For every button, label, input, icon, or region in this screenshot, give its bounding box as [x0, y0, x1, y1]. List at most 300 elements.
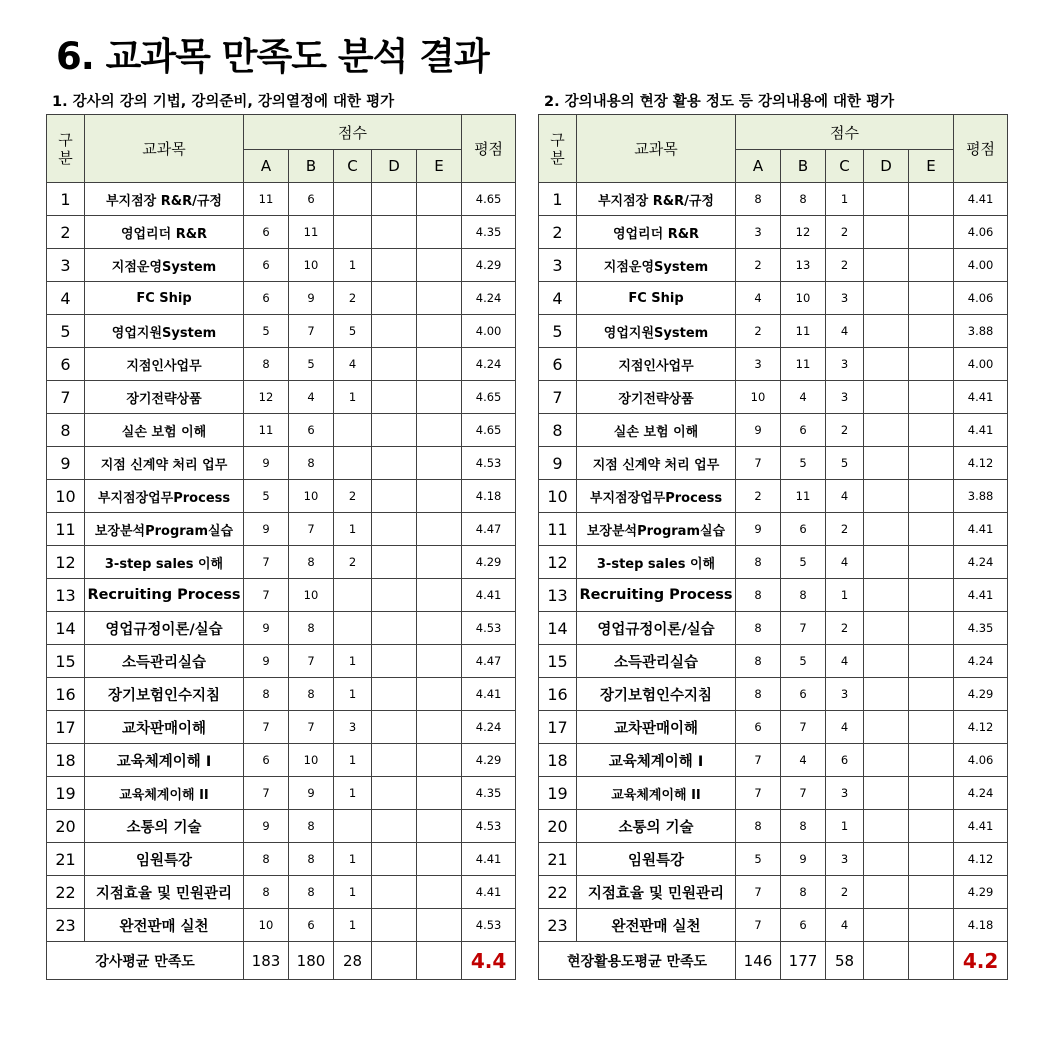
average-rating: 4.2	[954, 942, 1008, 980]
score-a: 4	[736, 282, 781, 315]
course-name: 보장분석Program실습	[85, 513, 244, 546]
score-b: 11	[781, 315, 826, 348]
score-d	[864, 744, 909, 777]
rating-header: 평점	[462, 115, 516, 183]
score-c: 2	[334, 282, 372, 315]
table-row	[539, 414, 1008, 447]
score-c: 2	[826, 876, 864, 909]
rating-value: 4.29	[462, 744, 516, 777]
total-row	[47, 942, 516, 980]
score-a: 7	[244, 711, 289, 744]
rating-value: 4.00	[462, 315, 516, 348]
rating-value: 4.29	[462, 546, 516, 579]
rating-value: 4.65	[462, 183, 516, 216]
row-number: 21	[539, 843, 577, 876]
score-d	[864, 579, 909, 612]
score-b: 6	[289, 183, 334, 216]
row-number: 9	[539, 447, 577, 480]
score-e	[417, 282, 462, 315]
score-b: 8	[289, 678, 334, 711]
course-name: 교육체계이해 II	[85, 777, 244, 810]
score-e	[417, 711, 462, 744]
score-c: 1	[826, 183, 864, 216]
score-b: 11	[781, 480, 826, 513]
score-e	[909, 282, 954, 315]
score-c	[334, 183, 372, 216]
score-d	[864, 348, 909, 381]
row-number: 5	[47, 315, 85, 348]
score-c: 1	[826, 810, 864, 843]
rating-value: 4.24	[462, 348, 516, 381]
score-b: 10	[289, 579, 334, 612]
grade-header-d: D	[372, 150, 417, 183]
content-evaluation-table	[538, 114, 1008, 980]
score-b: 8	[289, 810, 334, 843]
score-a: 7	[736, 909, 781, 942]
rating-value: 4.47	[462, 645, 516, 678]
score-c: 1	[334, 513, 372, 546]
score-b: 7	[781, 777, 826, 810]
score-e	[909, 447, 954, 480]
score-c: 1	[826, 579, 864, 612]
score-c: 3	[826, 777, 864, 810]
row-number: 4	[47, 282, 85, 315]
table-row	[539, 381, 1008, 414]
score-d	[864, 711, 909, 744]
score-b: 6	[781, 414, 826, 447]
score-d	[864, 645, 909, 678]
row-number: 20	[539, 810, 577, 843]
row-number: 7	[539, 381, 577, 414]
score-e	[417, 183, 462, 216]
row-number: 12	[47, 546, 85, 579]
rating-value: 4.41	[462, 579, 516, 612]
score-e	[417, 216, 462, 249]
table-row	[539, 282, 1008, 315]
course-name: 소득관리실습	[577, 645, 736, 678]
score-d	[372, 315, 417, 348]
score-b: 9	[781, 843, 826, 876]
row-number: 18	[539, 744, 577, 777]
rating-value: 4.41	[954, 381, 1008, 414]
rating-value: 4.12	[954, 447, 1008, 480]
rating-value: 4.12	[954, 711, 1008, 744]
row-number: 6	[539, 348, 577, 381]
score-c	[334, 414, 372, 447]
score-e	[909, 315, 954, 348]
score-b: 11	[289, 216, 334, 249]
rating-value: 4.41	[954, 183, 1008, 216]
score-e	[417, 315, 462, 348]
score-b: 10	[289, 480, 334, 513]
table-row	[539, 909, 1008, 942]
course-name: 완전판매 실천	[577, 909, 736, 942]
course-name: 지점 신계약 처리 업무	[577, 447, 736, 480]
table-row	[47, 876, 516, 909]
score-a: 6	[244, 282, 289, 315]
score-a: 6	[244, 216, 289, 249]
rating-value: 4.41	[954, 513, 1008, 546]
row-number: 2	[47, 216, 85, 249]
score-b: 4	[289, 381, 334, 414]
score-c: 3	[334, 711, 372, 744]
score-d	[372, 843, 417, 876]
table-row	[47, 315, 516, 348]
score-b: 8	[289, 447, 334, 480]
score-e	[909, 480, 954, 513]
score-a: 9	[244, 810, 289, 843]
score-d	[372, 810, 417, 843]
rating-value: 4.18	[462, 480, 516, 513]
score-header: 점수	[736, 115, 954, 150]
course-name: 영업규정이론/실습	[577, 612, 736, 645]
score-b: 8	[289, 876, 334, 909]
score-e	[417, 414, 462, 447]
score-a: 7	[736, 447, 781, 480]
score-a: 9	[244, 447, 289, 480]
course-name: 교육체계이해 II	[577, 777, 736, 810]
course-name: 지점인사업무	[577, 348, 736, 381]
table-row	[47, 414, 516, 447]
course-name: 영업지원System	[577, 315, 736, 348]
score-b: 8	[289, 546, 334, 579]
course-name: 소통의 기술	[85, 810, 244, 843]
score-c: 4	[826, 315, 864, 348]
course-name: 실손 보험 이해	[85, 414, 244, 447]
table-row	[539, 480, 1008, 513]
score-b: 10	[289, 249, 334, 282]
course-name: Recruiting Process	[85, 579, 244, 612]
row-number: 14	[539, 612, 577, 645]
row-number: 5	[539, 315, 577, 348]
score-d	[372, 480, 417, 513]
course-name: 소통의 기술	[577, 810, 736, 843]
score-a: 7	[244, 546, 289, 579]
rating-value: 4.00	[954, 249, 1008, 282]
score-a: 5	[244, 480, 289, 513]
rating-value: 4.65	[462, 414, 516, 447]
rating-value: 4.18	[954, 909, 1008, 942]
score-e	[909, 678, 954, 711]
row-number: 3	[47, 249, 85, 282]
score-e	[909, 546, 954, 579]
course-name: FC Ship	[85, 282, 244, 315]
course-name: FC Ship	[577, 282, 736, 315]
table-row	[539, 645, 1008, 678]
average-rating: 4.4	[462, 942, 516, 980]
table-row	[47, 381, 516, 414]
table-row	[539, 678, 1008, 711]
score-c: 4	[826, 546, 864, 579]
score-d	[372, 744, 417, 777]
score-c: 1	[334, 678, 372, 711]
grade-header-e: E	[909, 150, 954, 183]
total-e	[909, 942, 954, 980]
course-name: 완전판매 실천	[85, 909, 244, 942]
score-c: 1	[334, 381, 372, 414]
score-a: 8	[244, 678, 289, 711]
score-b: 9	[289, 777, 334, 810]
course-header: 교과목	[577, 115, 736, 183]
score-e	[417, 447, 462, 480]
grade-header-e: E	[417, 150, 462, 183]
score-c: 1	[334, 909, 372, 942]
score-b: 7	[289, 645, 334, 678]
score-e	[909, 876, 954, 909]
page-title: 6. 교과목 만족도 분석 결과	[56, 35, 489, 78]
row-number: 22	[47, 876, 85, 909]
row-number: 14	[47, 612, 85, 645]
score-e	[909, 612, 954, 645]
division-header: 구 분	[47, 115, 85, 183]
score-e	[417, 546, 462, 579]
rating-value: 4.41	[954, 579, 1008, 612]
score-a: 11	[244, 183, 289, 216]
table-row	[47, 909, 516, 942]
score-c: 4	[826, 645, 864, 678]
course-name: 영업규정이론/실습	[85, 612, 244, 645]
score-b: 5	[781, 546, 826, 579]
course-name: 3-step sales 이해	[577, 546, 736, 579]
score-e	[417, 513, 462, 546]
table-row	[47, 249, 516, 282]
score-b: 8	[781, 579, 826, 612]
score-d	[864, 612, 909, 645]
table-row	[539, 315, 1008, 348]
score-a: 7	[244, 579, 289, 612]
table-row	[539, 612, 1008, 645]
course-name: 장기보험인수지침	[577, 678, 736, 711]
score-c: 6	[826, 744, 864, 777]
score-e	[417, 843, 462, 876]
score-d	[864, 183, 909, 216]
division-header: 구 분	[539, 115, 577, 183]
score-e	[417, 645, 462, 678]
score-b: 5	[781, 447, 826, 480]
table-row	[47, 711, 516, 744]
grade-header-b: B	[289, 150, 334, 183]
score-d	[372, 678, 417, 711]
row-number: 12	[539, 546, 577, 579]
section-title: 2. 강의내용의 현장 활용 정도 등 강의내용에 대한 평가	[544, 94, 895, 110]
rating-value: 4.24	[462, 282, 516, 315]
total-b: 177	[781, 942, 826, 980]
score-b: 8	[781, 810, 826, 843]
score-c	[334, 447, 372, 480]
score-a: 9	[736, 513, 781, 546]
row-number: 10	[47, 480, 85, 513]
instructor-evaluation-section	[46, 90, 516, 980]
rating-value: 4.65	[462, 381, 516, 414]
table-row	[539, 579, 1008, 612]
rating-value: 4.06	[954, 216, 1008, 249]
course-name: 3-step sales 이해	[85, 546, 244, 579]
score-e	[417, 678, 462, 711]
table-row	[47, 513, 516, 546]
score-header: 점수	[244, 115, 462, 150]
row-number: 2	[539, 216, 577, 249]
score-c: 4	[826, 711, 864, 744]
score-d	[864, 810, 909, 843]
row-number: 15	[539, 645, 577, 678]
table-row	[539, 843, 1008, 876]
score-a: 12	[244, 381, 289, 414]
rating-value: 4.12	[954, 843, 1008, 876]
row-number: 15	[47, 645, 85, 678]
score-e	[909, 645, 954, 678]
score-e	[909, 216, 954, 249]
course-name: 부지점장업무Process	[577, 480, 736, 513]
score-b: 10	[781, 282, 826, 315]
total-d	[864, 942, 909, 980]
course-name: 장기보험인수지침	[85, 678, 244, 711]
score-c	[334, 612, 372, 645]
table-row	[539, 183, 1008, 216]
course-name: 소득관리실습	[85, 645, 244, 678]
score-d	[372, 414, 417, 447]
score-e	[909, 744, 954, 777]
score-c: 2	[826, 216, 864, 249]
score-e	[909, 513, 954, 546]
course-name: 장기전략상품	[577, 381, 736, 414]
row-number: 11	[47, 513, 85, 546]
course-name: 지점 신계약 처리 업무	[85, 447, 244, 480]
score-c: 5	[826, 447, 864, 480]
course-name: 지점운영System	[577, 249, 736, 282]
score-a: 8	[736, 612, 781, 645]
score-c	[334, 216, 372, 249]
total-label: 강사평균 만족도	[47, 942, 244, 980]
row-number: 1	[47, 183, 85, 216]
score-b: 7	[781, 711, 826, 744]
score-e	[417, 249, 462, 282]
score-e	[909, 348, 954, 381]
total-label: 현장활용도평균 만족도	[539, 942, 736, 980]
score-e	[909, 249, 954, 282]
section-title: 1. 강사의 강의 기법, 강의준비, 강의열정에 대한 평가	[52, 94, 395, 110]
rating-value: 4.24	[954, 645, 1008, 678]
score-d	[372, 579, 417, 612]
total-d	[372, 942, 417, 980]
rating-value: 4.41	[462, 843, 516, 876]
score-d	[372, 909, 417, 942]
score-b: 8	[781, 876, 826, 909]
table-row	[539, 546, 1008, 579]
rating-value: 3.88	[954, 315, 1008, 348]
score-c: 3	[826, 282, 864, 315]
score-a: 9	[244, 513, 289, 546]
table-row	[47, 678, 516, 711]
rating-value: 4.00	[954, 348, 1008, 381]
score-b: 8	[289, 843, 334, 876]
course-name: 지점효율 및 민원관리	[577, 876, 736, 909]
score-a: 7	[244, 777, 289, 810]
score-e	[417, 909, 462, 942]
row-number: 13	[47, 579, 85, 612]
rating-value: 4.24	[954, 777, 1008, 810]
course-name: 보장분석Program실습	[577, 513, 736, 546]
score-c: 2	[826, 414, 864, 447]
score-d	[372, 513, 417, 546]
score-a: 2	[736, 249, 781, 282]
score-a: 7	[736, 777, 781, 810]
row-number: 19	[47, 777, 85, 810]
score-d	[864, 876, 909, 909]
score-a: 10	[736, 381, 781, 414]
score-c: 4	[334, 348, 372, 381]
rating-value: 4.41	[954, 414, 1008, 447]
table-row	[47, 480, 516, 513]
score-b: 7	[781, 612, 826, 645]
score-d	[864, 315, 909, 348]
score-b: 6	[289, 414, 334, 447]
row-number: 20	[47, 810, 85, 843]
score-e	[417, 744, 462, 777]
table-row	[47, 546, 516, 579]
score-a: 2	[736, 480, 781, 513]
score-b: 7	[289, 315, 334, 348]
score-d	[864, 546, 909, 579]
course-name: 교육체계이해 I	[577, 744, 736, 777]
score-b: 10	[289, 744, 334, 777]
row-number: 17	[539, 711, 577, 744]
score-b: 5	[781, 645, 826, 678]
row-number: 22	[539, 876, 577, 909]
total-c: 28	[334, 942, 372, 980]
score-c: 3	[826, 843, 864, 876]
score-b: 6	[781, 678, 826, 711]
course-name: 영업지원System	[85, 315, 244, 348]
course-name: 임원특강	[577, 843, 736, 876]
score-e	[417, 612, 462, 645]
row-number: 3	[539, 249, 577, 282]
score-b: 7	[289, 711, 334, 744]
grade-header-d: D	[864, 150, 909, 183]
row-number: 23	[539, 909, 577, 942]
score-d	[372, 216, 417, 249]
row-number: 23	[47, 909, 85, 942]
table-row	[47, 282, 516, 315]
score-b: 8	[781, 183, 826, 216]
course-name: 영업리더 R&R	[577, 216, 736, 249]
score-a: 8	[244, 843, 289, 876]
score-b: 6	[289, 909, 334, 942]
score-a: 9	[244, 612, 289, 645]
course-name: 영업리더 R&R	[85, 216, 244, 249]
row-number: 16	[539, 678, 577, 711]
score-d	[864, 480, 909, 513]
score-c: 2	[826, 249, 864, 282]
score-e	[417, 579, 462, 612]
score-d	[372, 348, 417, 381]
total-row	[539, 942, 1008, 980]
score-e	[909, 777, 954, 810]
course-name: 교육체계이해 I	[85, 744, 244, 777]
score-d	[864, 843, 909, 876]
score-c: 2	[826, 612, 864, 645]
row-number: 11	[539, 513, 577, 546]
row-number: 10	[539, 480, 577, 513]
score-e	[909, 843, 954, 876]
score-a: 8	[736, 645, 781, 678]
score-b: 8	[289, 612, 334, 645]
table-row	[47, 810, 516, 843]
score-b: 4	[781, 381, 826, 414]
score-b: 7	[289, 513, 334, 546]
row-number: 16	[47, 678, 85, 711]
row-number: 6	[47, 348, 85, 381]
score-a: 8	[736, 810, 781, 843]
